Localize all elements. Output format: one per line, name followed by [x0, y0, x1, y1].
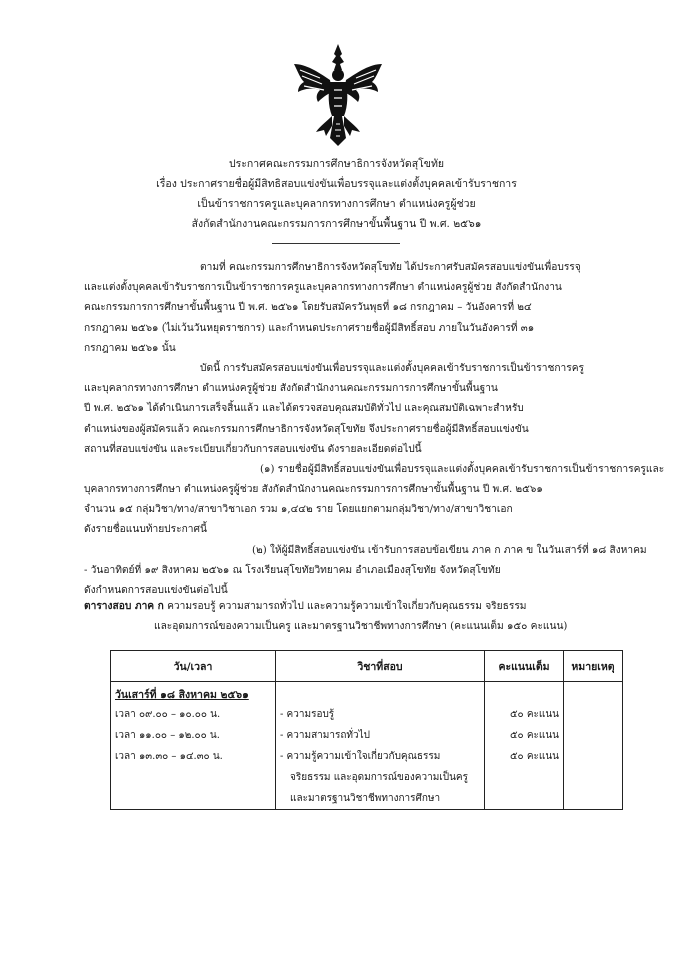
- exam-schedule-title-rest: ความรอบรู้ ความสามารถทั่วไป และความรู้ความเข้าใจเกี่ยวกับคุณธรรม จริยธรรม: [163, 601, 527, 612]
- announcement-header: [120, 154, 553, 234]
- score-value: ๕๐ คะแนน: [509, 751, 559, 762]
- paragraph-3-line: จำนวน ๑๕ กลุ่มวิชา/ทาง/สาขาวิชาเอก รวม ๑,๔๔๒ ราย โดยแยกตามกลุ่มวิชา/ทาง/สาขาวิชาเอก: [84, 504, 513, 516]
- exam-time: เวลา ๑๓.๓๐ – ๑๔.๓๐ น.: [115, 751, 223, 762]
- paragraph-1-line: และแต่งตั้งบุคคลเข้ารับราชการเป็นข้าราชการครูและบุคลากรทางการศึกษา ตำแหน่งครูผู้ช่วย สังกัดสำนักงาน: [84, 282, 562, 294]
- full-score-cell: [485, 682, 564, 810]
- exam-date: วันเสาร์ที่ ๑๘ สิงหาคม ๒๕๖๑: [115, 689, 249, 701]
- exam-time: เวลา ๑๑.๐๐ – ๑๒.๐๐ น.: [115, 730, 220, 741]
- announcement-body: [84, 258, 665, 601]
- paragraph-2-line: ตำแหน่งของผู้สมัครแล้ว คณะกรรมการศึกษาธิการจังหวัดสุโขทัย จึงประกาศรายชื่อผู้มีสิทธิ์สอบแข่งขัน: [84, 423, 529, 435]
- header-line-3: เป็นข้าราชการครูและบุคลากรทางการศึกษา ตำแหน่งครูผู้ช่วย: [197, 198, 476, 210]
- header-line-1: ประกาศคณะกรรมการศึกษาธิการจังหวัดสุโขทัย: [228, 158, 445, 170]
- paragraph-4-line: ดังกำหนดการสอบแข่งขันต่อไปนี้: [84, 585, 228, 596]
- subject-item-continued: และมาตรฐานวิชาชีพทางการศึกษา: [290, 793, 441, 804]
- paragraph-2-line: และบุคลากรทางการศึกษา ตำแหน่งครูผู้ช่วย สังกัดสำนักงานคณะกรรมการการศึกษาขั้นพื้นฐาน: [84, 383, 498, 395]
- exam-schedule-title-prefix: ตารางสอบ ภาค ก: [84, 600, 164, 612]
- exam-schedule-title-line-2: และอุดมการณ์ของความเป็นครู และมาตรฐานวิชาชีพทางการศึกษา (คะแนนเต็ม ๑๕๐ คะแนน): [154, 621, 568, 632]
- score-value: ๕๐ คะแนน: [509, 709, 559, 720]
- exam-schedule-table: [110, 650, 623, 810]
- column-header-remarks: หมายเหตุ: [564, 651, 623, 682]
- header-divider: [272, 243, 400, 244]
- column-header-full-score: คะแนนเต็ม: [485, 651, 564, 682]
- subject-item: - ความรอบรู้: [280, 709, 335, 720]
- paragraph-3-line: (๑) รายชื่อผู้มีสิทธิ์สอบแข่งขันเพื่อบรรจุและแต่งตั้งบุคคลเข้ารับราชการเป็นข้าราชการครูและ: [260, 463, 665, 475]
- date-time-cell: [111, 682, 276, 810]
- subject-item-continued: จริยธรรม และอุดมการณ์ของความเป็นครู: [290, 772, 468, 783]
- paragraph-3-line: ดังรายชื่อแนบท้ายประกาศนี้: [84, 524, 207, 536]
- garuda-emblem-icon: [290, 42, 386, 148]
- paragraph-4-line: - วันอาทิตย์ที่ ๑๙ สิงหาคม ๒๕๖๑ ณ โรงเรียนสุโขทัยวิทยาคม อำเภอเมืองสุโขทัย จังหวัดสุโขทัย: [84, 564, 501, 576]
- paragraph-1-line: กรกฎาคม ๒๕๖๑ นั้น: [84, 342, 176, 354]
- table-row: [111, 682, 623, 810]
- subject-item: - ความรู้ความเข้าใจเกี่ยวกับคุณธรรม: [280, 751, 441, 762]
- table-header-row: [111, 651, 623, 682]
- paragraph-3-line: บุคลากรทางการศึกษา ตำแหน่งครูผู้ช่วย สังกัดสำนักงานคณะกรรมการการศึกษาขั้นพื้นฐาน ปี พ.ศ. ๒๕๖๑: [84, 484, 543, 496]
- paragraph-2-line: บัดนี้ การรับสมัครสอบแข่งขันเพื่อบรรจุและแต่งตั้งบุคคลเข้ารับราชการเป็นข้าราชการครู: [200, 362, 585, 374]
- paragraph-2-line: สถานที่สอบแข่งขัน และระเบียบเกี่ยวกับการสอบแข่งขัน ดังรายละเอียดต่อไปนี้: [84, 443, 422, 455]
- exam-time: เวลา ๐๙.๐๐ – ๑๐.๐๐ น.: [115, 709, 221, 720]
- header-line-4: สังกัดสำนักงานคณะกรรมการการศึกษาขั้นพื้นฐาน ปี พ.ศ. ๒๕๖๑: [191, 218, 482, 230]
- column-header-date-time: วัน/เวลา: [111, 651, 276, 682]
- paragraph-4-line: (๒) ให้ผู้มีสิทธิ์สอบแข่งขัน เข้ารับการสอบข้อเขียน ภาค ก ภาค ข ในวันเสาร์ที่ ๑๘ สิงหาคม: [252, 544, 647, 556]
- score-value: ๕๐ คะแนน: [509, 730, 559, 741]
- paragraph-1-line: ตามที่ คณะกรรมการศึกษาธิการจังหวัดสุโขทัย ได้ประกาศรับสมัครสอบแข่งขันเพื่อบรรจุ: [200, 262, 581, 273]
- column-header-subject: วิชาที่สอบ: [276, 651, 485, 682]
- exam-schedule-title: [84, 596, 604, 637]
- subject-item: - ความสามารถทั่วไป: [280, 730, 371, 741]
- remarks-cell: [564, 682, 623, 810]
- paragraph-1-line: คณะกรรมการการศึกษาขั้นพื้นฐาน ปี พ.ศ. ๒๕๖๑ โดยรับสมัครวันพุธที่ ๑๘ กรกฎาคม – วันอังคารที่ ๒๔: [84, 302, 532, 314]
- paragraph-2-line: ปี พ.ศ. ๒๕๖๑ ได้ดำเนินการเสร็จสิ้นแล้ว และได้ตรวจสอบคุณสมบัติทั่วไป และคุณสมบัติเฉพาะสำหรับ: [84, 403, 524, 415]
- subject-cell: [276, 682, 485, 810]
- header-line-2: เรื่อง ประกาศรายชื่อผู้มีสิทธิสอบแข่งขันเพื่อบรรจุและแต่งตั้งบุคคลเข้ารับราชการ: [156, 178, 517, 190]
- paragraph-1-line: กรกฎาคม ๒๕๖๑ (ไม่เว้นวันหยุดราชการ) และกำหนดประกาศรายชื่อผู้มีสิทธิ์สอบ ภายในวันอังคารที่ ๓๑: [84, 322, 535, 334]
